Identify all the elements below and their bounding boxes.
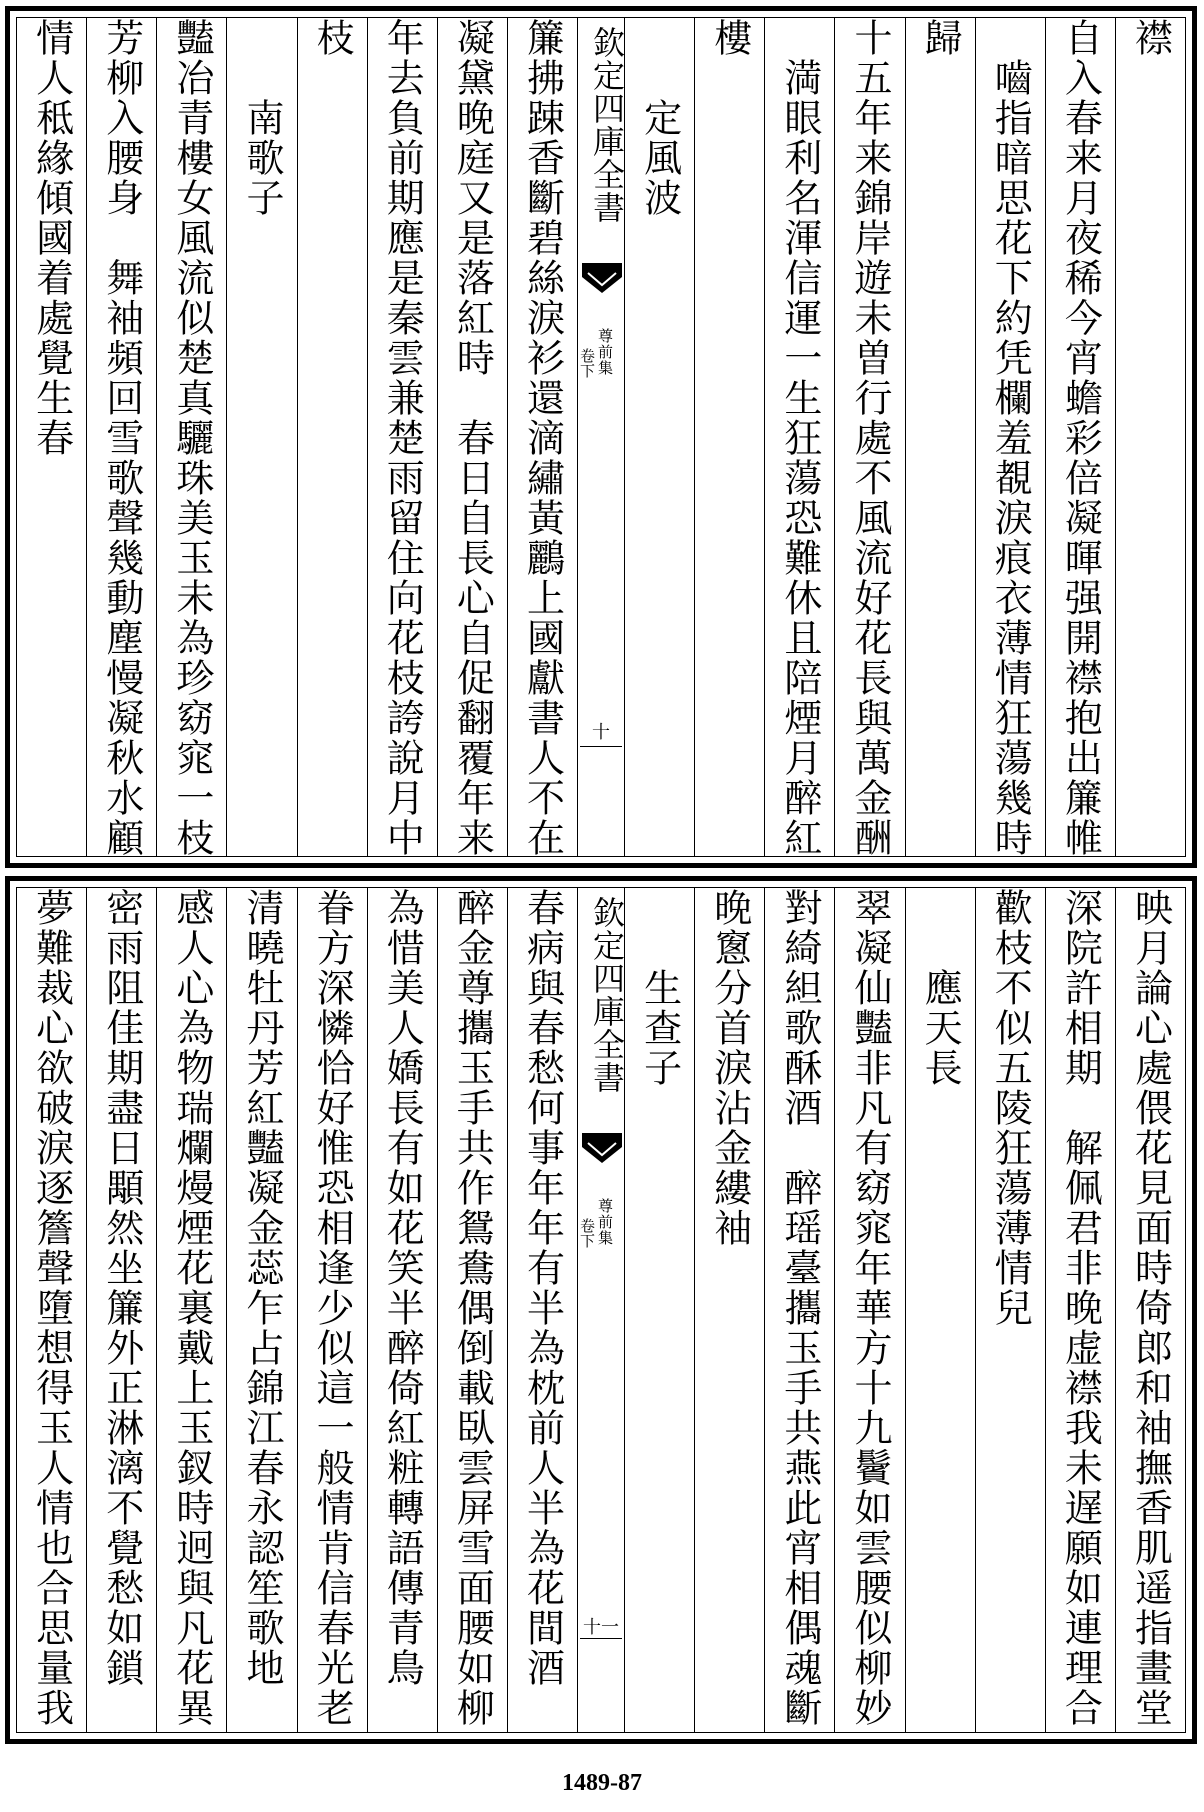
column-text: 自入春来月夜稀今宵蟾彩倍凝暉强開襟抱出簾帷 [1058, 18, 1103, 858]
page-number-rule [580, 1638, 622, 1639]
column-text: 定風波 [637, 18, 682, 218]
column-text: 眷方深憐恰好惟恐相逢少似這一般情肯信春光老 [310, 888, 355, 1728]
text-column [764, 18, 834, 856]
column-text: 嚙指暗思花下約凭欄羞覩淚痕衣薄情狂蕩幾時 [988, 18, 1033, 858]
volume-label: 卷下 [578, 348, 596, 378]
column-text: 映月論心處偎花見面時倚郎和袖撫香肌遥指畫堂 [1128, 888, 1173, 1728]
text-column [975, 18, 1045, 856]
column-text: 翠凝仙豔非凡有窈窕年華方十九鬢如雲腰似柳妙 [847, 888, 892, 1728]
column-text: 歸 [918, 18, 963, 58]
column-text: 十五年来錦岸遊未曽行處不風流好花長與萬金酬 [847, 18, 892, 858]
text-column [507, 888, 577, 1732]
page-number-rule [580, 746, 622, 747]
center-fold [577, 18, 624, 856]
text-column [1045, 18, 1115, 856]
column-text: 枝 [310, 18, 355, 58]
text-column [1115, 888, 1185, 1732]
top-page-panel [5, 6, 1197, 868]
column-text: 芳柳入腰身 舞袖頻回雪歌聲幾動塵慢凝秋水顧 [99, 18, 144, 858]
column-text: 深院許相期 解佩君非晚虚襟我未遅願如連理合 [1058, 888, 1103, 1728]
text-column [226, 18, 296, 856]
text-column [624, 18, 694, 856]
text-column [86, 888, 156, 1732]
text-column [437, 18, 507, 856]
text-column [437, 888, 507, 1732]
text-column [156, 18, 226, 856]
text-column [17, 18, 86, 856]
column-text: 密雨阻佳期盡日顒然坐簾外正淋漓不覺愁如鎖 [99, 888, 144, 1688]
text-column [297, 18, 367, 856]
page-number: 十 [592, 722, 610, 743]
text-column [367, 18, 437, 856]
text-column [86, 18, 156, 856]
column-text: 春病與春愁何事年年有半為枕前人半為花間酒 [520, 888, 565, 1688]
text-column [17, 888, 86, 1732]
text-column [905, 18, 975, 856]
column-text: 年去負前期應是秦雲兼楚雨留住向花枝誇說月中 [380, 18, 425, 858]
column-text: 情人秪緣傾國着處覺生春 [29, 18, 74, 458]
bottom-page-columns [16, 887, 1186, 1733]
bottom-page-panel [5, 876, 1197, 1744]
text-column [905, 888, 975, 1732]
column-text: 應天長 [918, 888, 963, 1088]
fish-tail-mark-icon [582, 263, 622, 293]
footer-page-code: 1489-87 [562, 1770, 642, 1796]
column-text: 凝黛晚庭又是落紅時 春日自長心自促翻覆年来 [450, 18, 495, 858]
top-page-columns [16, 17, 1186, 857]
column-text: 満眼利名渾信運一生狂蕩恐難休且陪煙月醉紅 [777, 18, 822, 858]
column-text: 醉金尊攜玉手共作鴛鴦偶倒載臥雲屏雪面腰如柳 [450, 888, 495, 1728]
column-text: 清曉牡丹芳紅豔凝金蕊乍占錦江春永認笙歌地 [239, 888, 284, 1688]
column-text: 南歌子 [239, 18, 284, 218]
column-text: 簾拂踈香斷碧絲淚衫還滴繡黃鸝上國獻書人不在 [520, 18, 565, 858]
column-text: 生查子 [637, 888, 682, 1088]
text-column [975, 888, 1045, 1732]
column-text: 樓 [707, 18, 752, 58]
collection-title: 尊前集 [596, 328, 614, 376]
column-text: 晚窻分首淚沾金縷袖 [707, 888, 752, 1248]
text-column [764, 888, 834, 1732]
text-column [1045, 888, 1115, 1732]
text-column [367, 888, 437, 1732]
center-fold [577, 888, 624, 1732]
text-column [834, 18, 904, 856]
collection-title: 尊前集 [596, 1198, 614, 1246]
text-column [1115, 18, 1185, 856]
fish-tail-mark-icon [582, 1133, 622, 1163]
column-text: 夢難裁心欲破淚逐簷聲墮想得玉人情也合思量我 [29, 888, 74, 1728]
text-column [226, 888, 296, 1732]
column-text: 為惜美人嬌長有如花笑半醉倚紅粧轉語傳青鳥 [380, 888, 425, 1688]
text-column [834, 888, 904, 1732]
volume-label: 卷下 [578, 1218, 596, 1248]
text-column [156, 888, 226, 1732]
text-column [297, 888, 367, 1732]
library-title: 欽定四庫全書 [588, 26, 626, 224]
text-column [507, 18, 577, 856]
column-text: 對綺䋎歌酥酒 醉瑶臺攜玉手共燕此宵相偶魂斷 [777, 888, 822, 1728]
text-column [694, 888, 764, 1732]
column-text: 豔冶青樓女風流似楚真驪珠美玉未為珍窈窕一枝 [169, 18, 214, 858]
column-text: 歡枝不似五陵狂蕩薄情兒 [988, 888, 1033, 1328]
page-number: 十一 [583, 1617, 619, 1638]
text-column [624, 888, 694, 1732]
column-text: 感人心為物瑞爛熳煙花裏戴上玉釵時迥與凡花異 [169, 888, 214, 1728]
library-title: 欽定四庫全書 [588, 896, 626, 1094]
column-text: 襟 [1128, 18, 1173, 58]
text-column [694, 18, 764, 856]
